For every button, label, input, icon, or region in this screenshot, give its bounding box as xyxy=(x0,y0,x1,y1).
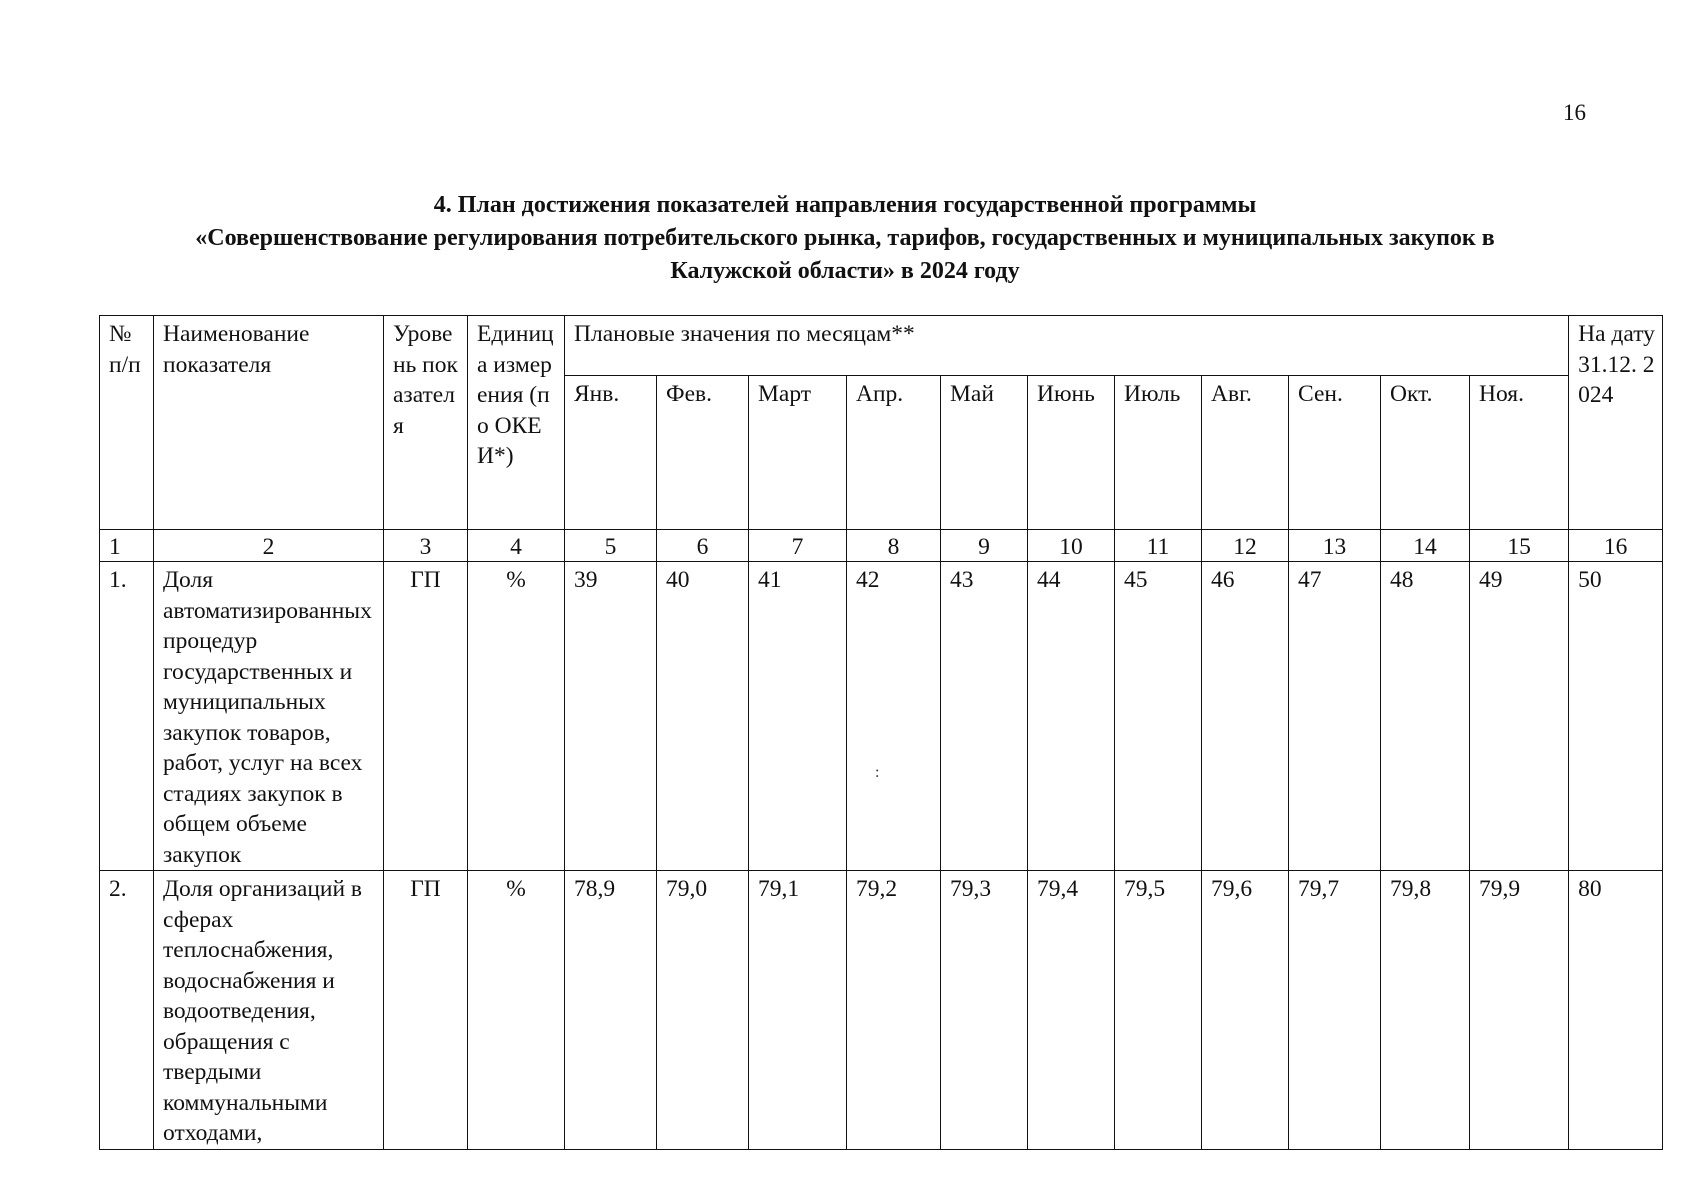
column-number: 6 xyxy=(657,530,749,562)
row-value: 49 xyxy=(1470,562,1569,871)
column-number: 8 xyxy=(847,530,941,562)
document-title xyxy=(90,189,1600,288)
row-value: 46 xyxy=(1202,562,1289,871)
column-number: 13 xyxy=(1289,530,1381,562)
column-number: 3 xyxy=(384,530,468,562)
header-month: Ноя. xyxy=(1470,376,1569,530)
row-value: 78,9 xyxy=(565,871,657,1150)
header-name: Наименование показателя xyxy=(154,316,384,530)
row-value: 79,5 xyxy=(1115,871,1202,1150)
scan-mark: : xyxy=(875,764,880,781)
row-level: ГП xyxy=(384,562,468,871)
row-value: 42 xyxy=(847,562,941,871)
header-month: Май xyxy=(941,376,1028,530)
page-number: 16 xyxy=(1563,100,1586,125)
column-number: 12 xyxy=(1202,530,1289,562)
header-month: Сен. xyxy=(1289,376,1381,530)
row-final: 80 xyxy=(1569,871,1663,1150)
row-name: Доля организаций в сферах теплоснабжения, водоснабжения и водоотведения, обращения с твердыми коммунальными отходами, xyxy=(154,871,384,1150)
column-number: 11 xyxy=(1115,530,1202,562)
row-value: 39 xyxy=(565,562,657,871)
column-number: 7 xyxy=(749,530,847,562)
row-value: 79,8 xyxy=(1381,871,1470,1150)
column-number: 16 xyxy=(1569,530,1663,562)
header-month: Март xyxy=(749,376,847,530)
row-value: 47 xyxy=(1289,562,1381,871)
column-number-row xyxy=(100,530,1663,562)
header-month: Янв. xyxy=(565,376,657,530)
row-value: 40 xyxy=(657,562,749,871)
column-number: 9 xyxy=(941,530,1028,562)
header-month: Апр. xyxy=(847,376,941,530)
column-number: 1 xyxy=(100,530,154,562)
header-final: На дату 31.12. 2024 xyxy=(1569,316,1663,530)
row-final: 50 xyxy=(1569,562,1663,871)
header-month: Окт. xyxy=(1381,376,1470,530)
row-value: 44 xyxy=(1028,562,1115,871)
header-month: Авг. xyxy=(1202,376,1289,530)
row-unit: % xyxy=(468,562,565,871)
row-value: 45 xyxy=(1115,562,1202,871)
title-line-2: «Совершенствование регулирования потребительского рынка, тарифов, государственных и муниципальных закупок в xyxy=(195,225,1495,251)
row-value: 79,4 xyxy=(1028,871,1115,1150)
row-value: 79,3 xyxy=(941,871,1028,1150)
header-row-1 xyxy=(100,316,1663,376)
row-value: 79,2 xyxy=(847,871,941,1150)
row-value: 48 xyxy=(1381,562,1470,871)
row-level: ГП xyxy=(384,871,468,1150)
header-month: Июль xyxy=(1115,376,1202,530)
indicators-plan-table xyxy=(99,315,1663,1150)
header-month: Фев. xyxy=(657,376,749,530)
row-value: 79,6 xyxy=(1202,871,1289,1150)
column-number: 15 xyxy=(1470,530,1569,562)
row-value: 43 xyxy=(941,562,1028,871)
row-value: 79,7 xyxy=(1289,871,1381,1150)
column-number: 2 xyxy=(154,530,384,562)
row-value: 41 xyxy=(749,562,847,871)
header-num: № п/п xyxy=(100,316,154,530)
header-level: Уровень показателя xyxy=(384,316,468,530)
column-number: 14 xyxy=(1381,530,1470,562)
row-unit: % xyxy=(468,871,565,1150)
title-line-1: 4. План достижения показателей направления государственной программы xyxy=(433,192,1257,218)
header-unit: Единица измерения (по ОКЕИ*) xyxy=(468,316,565,530)
row-value: 79,1 xyxy=(749,871,847,1150)
row-num: 1. xyxy=(100,562,154,871)
header-month: Июнь xyxy=(1028,376,1115,530)
column-number: 4 xyxy=(468,530,565,562)
row-num: 2. xyxy=(100,871,154,1150)
title-line-3: Калужской области» в 2024 году xyxy=(670,258,1020,284)
row-value: 79,0 xyxy=(657,871,749,1150)
table-row xyxy=(100,562,1663,871)
row-name: Доля автоматизированных процедур государственных и муниципальных закупок товаров, работ, услуг на всех стадиях закупок в общем объеме закупок xyxy=(154,562,384,871)
column-number: 10 xyxy=(1028,530,1115,562)
header-monthly: Плановые значения по месяцам** xyxy=(565,316,1569,376)
column-number: 5 xyxy=(565,530,657,562)
row-value: 79,9 xyxy=(1470,871,1569,1150)
table-row xyxy=(100,871,1663,1150)
